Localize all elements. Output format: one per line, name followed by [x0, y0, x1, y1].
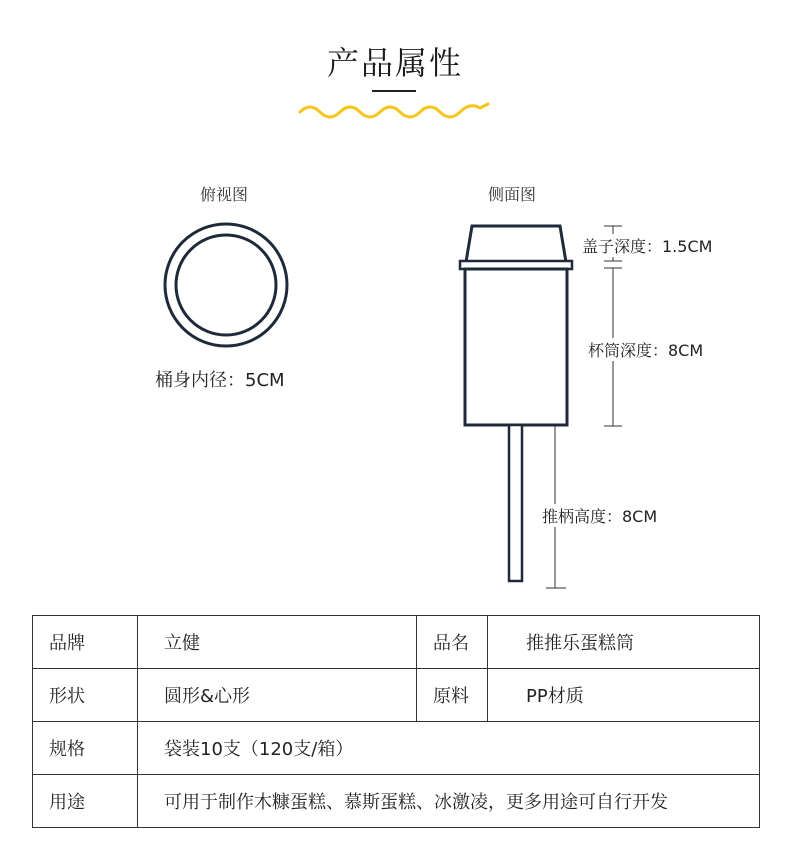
cup-depth-label: 杯筒深度：8CM	[586, 338, 705, 361]
top-view-inner-ring	[176, 235, 276, 335]
spec-table	[32, 615, 760, 828]
lid-depth-label: 盖子深度：1.5CM	[580, 234, 714, 257]
side-view-handle	[509, 425, 522, 581]
spec-value-usage: 可用于制作木糠蛋糕、慕斯蛋糕、冰激凌，更多用途可自行开发	[138, 775, 760, 828]
inner-diameter-label: 桶身内径：5CM	[155, 370, 285, 391]
spec-value-shape: 圆形&心形	[138, 669, 417, 722]
table-row	[33, 616, 760, 669]
spec-key-material: 原料	[417, 669, 488, 722]
handle-height-label: 推柄高度：8CM	[540, 504, 659, 527]
spec-key-usage: 用途	[33, 775, 138, 828]
section-title: 产品属性	[326, 44, 463, 82]
spec-key-name: 品名	[417, 616, 488, 669]
top-view-outer-ring	[165, 224, 287, 346]
table-row	[33, 775, 760, 828]
side-view-body	[465, 269, 567, 425]
spec-key-shape: 形状	[33, 669, 138, 722]
spec-value-package: 袋装10支（120支/箱）	[138, 722, 760, 775]
spec-key-package: 规格	[33, 722, 138, 775]
side-view-label: 侧面图	[488, 185, 537, 204]
spec-key-brand: 品牌	[33, 616, 138, 669]
table-row	[33, 722, 760, 775]
top-view-label: 俯视图	[200, 185, 249, 204]
spec-value-material: PP材质	[488, 669, 760, 722]
spec-value-name: 推推乐蛋糕筒	[488, 616, 760, 669]
side-view-lid	[466, 226, 566, 262]
spec-value-brand: 立健	[138, 616, 417, 669]
table-row	[33, 669, 760, 722]
